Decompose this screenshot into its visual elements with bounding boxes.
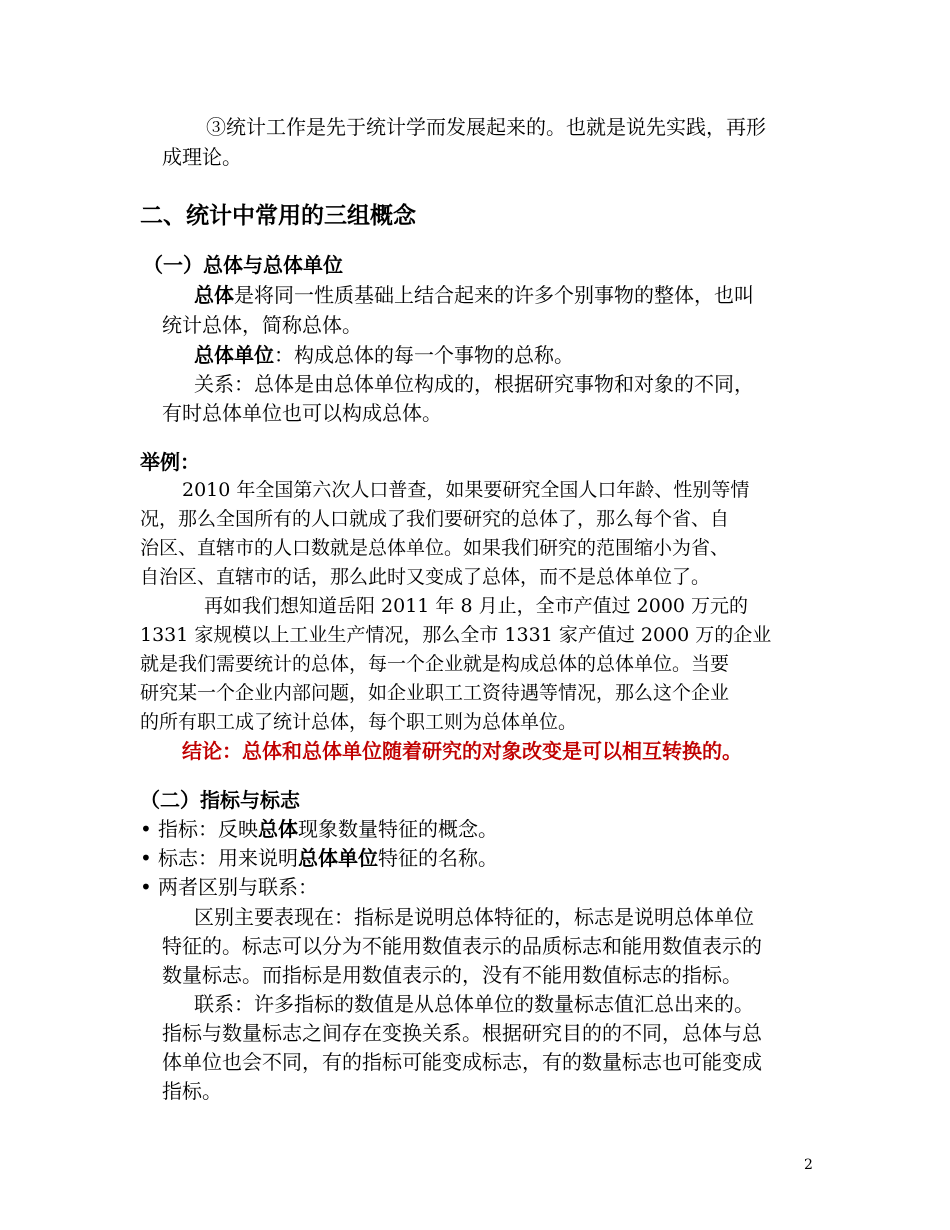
definition-population-line-2: 统计总体，简称总体。 [162,313,362,337]
example-line: 治区、直辖市的人口数就是总体单位。如果我们研究的范围缩小为省、 [140,537,730,559]
subsection-2-title: （二）指标与标志 [140,788,300,812]
bullet-item-indicator: • 指标：反映总体现象数量特征的概念。 [140,814,498,844]
relation-line-2: 有时总体单位也可以构成总体。 [162,401,442,425]
definition-population-text: 是将同一性质基础上结合起来的许多个别事物的整体，也叫 [234,283,754,307]
example-heading: 举例： [140,450,200,474]
example-line: 研究某一个企业内部问题，如企业职工工资待遇等情况，那么这个企业 [140,682,730,704]
example-line: 就是我们需要统计的总体，每一个企业就是构成总体的总体单位。当要 [140,653,730,675]
definition-unit-text: ：构成总体的每一个事物的总称。 [274,343,574,367]
example-line: 再如我们想知道岳阳 2011 年 8 月止，全市产值过 2000 万元的 [204,595,749,617]
example-conclusion: 结论：总体和总体单位随着研究的对象改变是可以相互转换的。 [182,739,742,763]
bullet: • [140,817,152,841]
relation-line-1: 关系：总体是由总体单位构成的，根据研究事物和对象的不同， [194,372,754,396]
bullet-item-relation: • 两者区别与联系： [140,872,318,902]
intro-line-2: 成理论。 [162,145,242,169]
bullet: • [140,846,152,870]
intro-line-1: ③统计工作是先于统计学而发展起来的。也就是说先实践，再形 [206,115,766,139]
difference-line: 区别主要表现在：指标是说明总体特征的，标志是说明总体单位 [194,905,754,929]
link-line: 指标与数量标志之间存在变换关系。根据研究目的的不同，总体与总 [162,1021,762,1045]
link-line: 指标。 [162,1079,222,1103]
link-line: 联系：许多指标的数值是从总体单位的数量标志值汇总出来的。 [194,992,754,1016]
example-line: 2010 年全国第六次人口普查，如果要研究全国人口年龄、性别等情 [182,479,750,501]
definition-population [194,280,754,310]
term-unit: 总体单位 [194,343,274,367]
term-population: 总体 [194,283,234,307]
example-line: 的所有职工成了统计总体，每个职工则为总体单位。 [140,711,578,733]
example-line: 况，那么全国所有的人口就成了我们要研究的总体了，那么每个省、自 [140,508,730,530]
page-number: 2 [804,1157,813,1173]
difference-line: 特征的。标志可以分为不能用数值表示的品质标志和能用数值表示的 [162,934,762,958]
example-line: 自治区、直辖市的话，那么此时又变成了总体，而不是总体单位了。 [140,566,711,588]
bullet: • [140,875,152,899]
subsection-1-title: （一）总体与总体单位 [143,253,343,277]
bullet-item-mark: • 标志：用来说明总体单位特征的名称。 [140,843,498,873]
bold-population: 总体 [258,817,298,841]
link-line: 体单位也会不同，有的指标可能变成标志，有的数量标志也可能变成 [162,1050,762,1074]
example-line: 1331 家规模以上工业生产情况，那么全市 1331 家产值过 2000 万的企业 [140,624,772,646]
definition-unit [194,340,574,370]
difference-line: 数量标志。而指标是用数值表示的，没有不能用数值标志的指标。 [162,963,742,987]
bold-unit: 总体单位 [298,846,378,870]
section-2-title: 二、统计中常用的三组概念 [140,203,416,229]
